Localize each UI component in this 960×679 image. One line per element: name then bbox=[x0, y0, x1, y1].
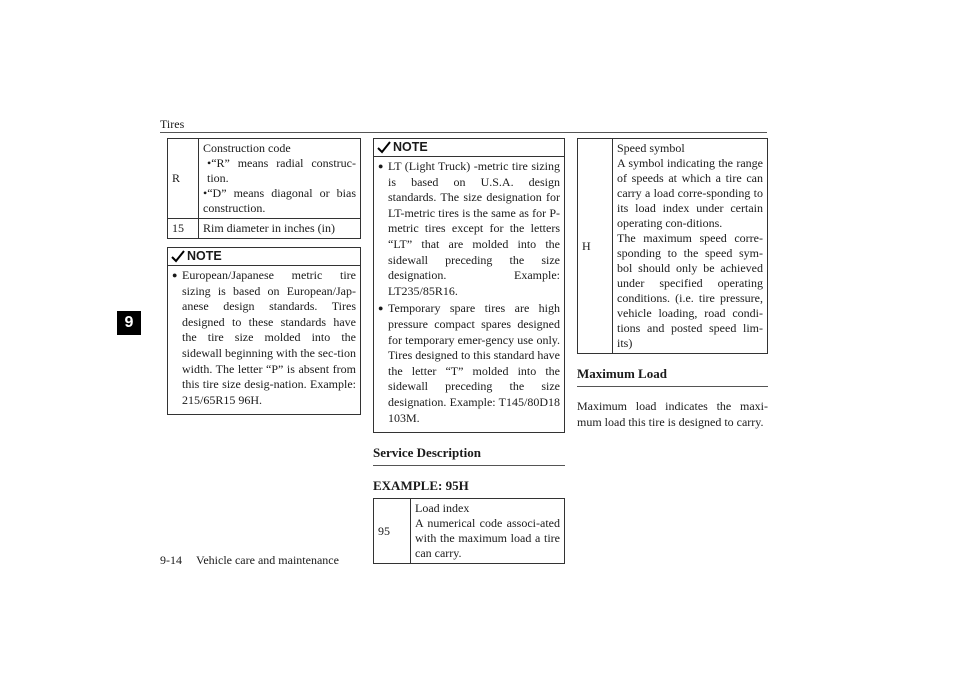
desc-line: A symbol indicating the range of speeds at which a tire can carry a load corre-sponding to its load index under certain operating con-ditions. bbox=[617, 156, 763, 230]
load-index-table bbox=[373, 498, 565, 564]
table-code: R bbox=[168, 139, 199, 219]
note-pencil-icon bbox=[171, 250, 185, 263]
section-rule bbox=[373, 465, 565, 466]
table-desc bbox=[199, 139, 361, 219]
note-header bbox=[168, 248, 360, 266]
example-label: EXAMPLE: 95H bbox=[373, 478, 469, 494]
construction-table bbox=[167, 138, 361, 239]
desc-line: Speed symbol bbox=[617, 141, 685, 155]
table-row bbox=[578, 139, 768, 354]
section-rule bbox=[577, 386, 768, 387]
note-body bbox=[374, 157, 564, 432]
table-row bbox=[374, 499, 565, 564]
column-1 bbox=[167, 138, 361, 415]
table-code: H bbox=[578, 139, 613, 354]
desc-line: Load index bbox=[415, 501, 470, 516]
footer-section: Vehicle care and maintenance bbox=[196, 553, 339, 567]
note-label: NOTE bbox=[393, 140, 428, 154]
page-footer bbox=[160, 553, 339, 568]
note-body bbox=[168, 266, 360, 414]
table-row bbox=[168, 219, 361, 239]
table-desc bbox=[199, 219, 361, 239]
desc-line: The maximum speed corre-sponding to the speed sym-bol should only be achieved under specified operating conditions. (i.e. tire pressure, vehicle loading, road condi-tions and posted speed lim-its) bbox=[617, 231, 763, 350]
note-bullet bbox=[378, 301, 560, 426]
table-code: 95 bbox=[374, 499, 411, 564]
note-bullet-text: European/Japanese metric tire sizing is based on European/Jap-anese design standards. Tires designed to these standards have the tire size molded into the sidewall beginning with the sec-tion width. The letter “P” is absent from this tire size desig-nation. Example: 215/65R15 96H. bbox=[182, 268, 356, 407]
section-title: Service Description bbox=[373, 445, 481, 461]
note-pencil-icon bbox=[377, 141, 391, 154]
bullet-dot-icon: ● bbox=[172, 270, 178, 280]
note-header bbox=[374, 139, 564, 157]
note-label: NOTE bbox=[187, 249, 222, 263]
bullet-dot-icon: ● bbox=[378, 161, 384, 171]
table-desc bbox=[613, 139, 768, 354]
note-bullet bbox=[172, 268, 356, 408]
header-rule bbox=[160, 132, 767, 133]
note-bullet-text: Temporary spare tires are high pressure compact spares designed for temporary emer-gency use only. Tires designed to this standard have the letter “T” molded into the sidewall preceding the size designation. Example: T145/80D18 103M. bbox=[388, 301, 560, 425]
desc-line: •“D” means diagonal or bias construction. bbox=[203, 186, 356, 215]
column-3 bbox=[577, 138, 768, 430]
table-code: 15 bbox=[168, 219, 199, 239]
section-title: Maximum Load bbox=[577, 366, 667, 381]
body-paragraph: Maximum load indicates the maxi-mum load this tire is designed to carry. bbox=[577, 399, 768, 429]
speed-symbol-table bbox=[577, 138, 768, 354]
page-header-title: Tires bbox=[160, 117, 185, 131]
column-2 bbox=[373, 138, 565, 564]
table-row bbox=[168, 139, 361, 219]
bullet-dot-icon: ● bbox=[378, 303, 384, 314]
desc-line: •“R” means radial construc-tion. bbox=[207, 156, 356, 185]
desc-line: Construction code bbox=[203, 141, 291, 155]
note-bullet bbox=[378, 159, 560, 299]
page-number: 9-14 bbox=[160, 553, 182, 567]
note-bullet-text: LT (Light Truck) -metric tire sizing is based on U.S.A. design standards. The size designation for LT-metric tires is the same as for P-metric tires except for the letters “LT” that are molded into the sidewall preceding the size designation. Example: LT235/85R16. bbox=[388, 159, 560, 298]
desc-line: Rim diameter in inches (in) bbox=[203, 221, 335, 235]
chapter-tab: 9 bbox=[117, 311, 141, 335]
note-box bbox=[373, 138, 565, 433]
table-desc bbox=[411, 499, 565, 564]
desc-line: A numerical code associ-ated with the maximum load a tire can carry. bbox=[415, 516, 560, 561]
note-box bbox=[167, 247, 361, 415]
